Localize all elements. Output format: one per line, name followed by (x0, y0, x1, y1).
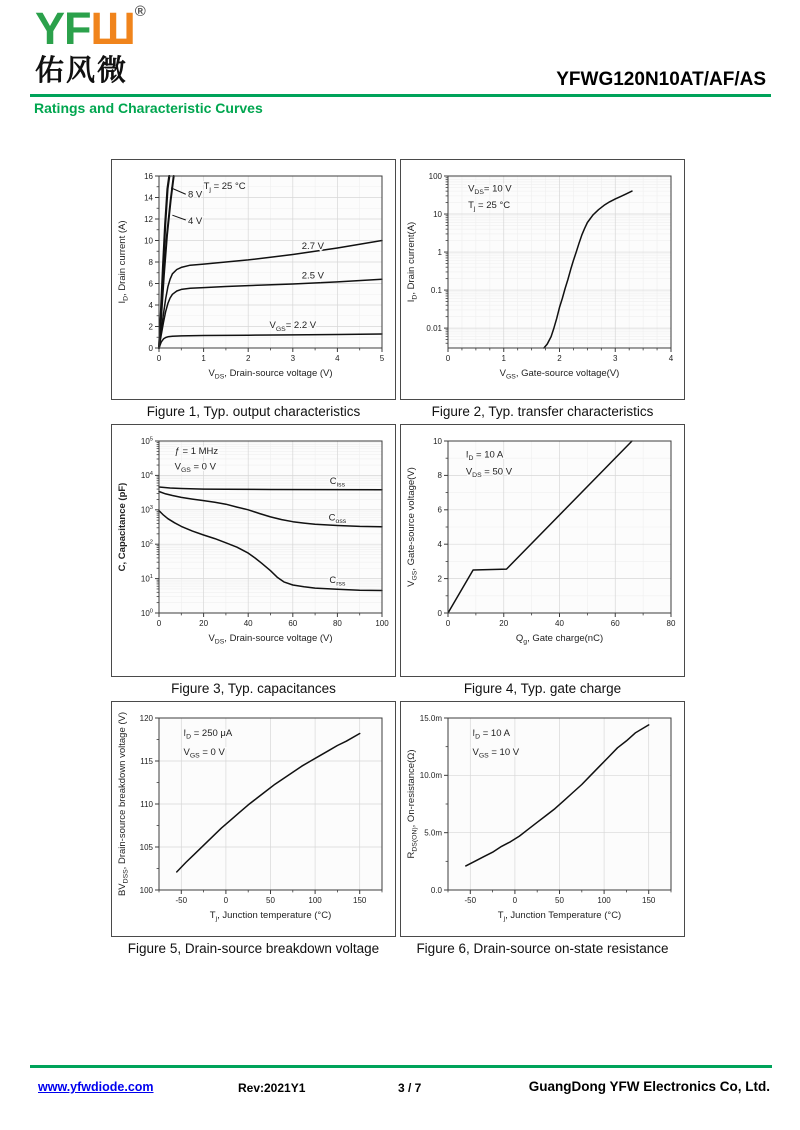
svg-text:8 V: 8 V (187, 189, 202, 201)
svg-text:ID = 10 A: $I_D = 10$ A (472, 728, 510, 741)
part-number: YFWG120N10AT/AF/AS (556, 69, 766, 90)
svg-text:60: 60 (287, 619, 297, 628)
chart-svg (114, 164, 394, 394)
figure3-box (111, 424, 396, 677)
footer-divider (30, 1065, 772, 1068)
svg-text:2: 2 (245, 354, 250, 363)
svg-text:5.0m: 5.0m (423, 828, 442, 838)
chart-svg (403, 706, 683, 936)
svg-text:Tj = 25 °C: $T_j = 25$ °C (467, 199, 510, 213)
svg-text:105: 105 (139, 842, 153, 852)
svg-text:100: 100 (139, 885, 153, 895)
svg-text:VGS = 0 V: $V_{GS} = 0$ V (174, 461, 216, 474)
svg-text:103: $10^3$ (140, 505, 153, 515)
svg-text:VGS= 2.2 V: $V_{GS}= 2.2$ V (269, 320, 316, 333)
svg-text:100: 100 (428, 171, 442, 181)
logo-yf-text: YF (35, 3, 91, 54)
svg-text:105: $10^5$ (140, 436, 153, 446)
figure1-chart (112, 164, 395, 399)
figure5-box (111, 701, 396, 937)
svg-text:2: 2 (437, 574, 442, 584)
svg-text:80: 80 (332, 619, 342, 628)
svg-text:0: 0 (437, 608, 442, 618)
logo-chinese-name: 佑风微 (35, 55, 129, 88)
svg-text:8: 8 (437, 471, 442, 481)
svg-text:ID, Drain current(A): $I_D$, Drain current(A) (405, 221, 419, 303)
revision-label: Rev:2021Y1 (238, 1081, 306, 1095)
svg-text:BVDSS, Drain-source breakdown: $BV_{DSS}$, Drain-source breakdown voltage (V) (116, 711, 130, 897)
svg-text:80: 80 (666, 619, 675, 628)
svg-text:C, Capacitance (pF): C, Capacitance (pF) (116, 482, 128, 572)
chart-svg (403, 164, 683, 394)
chart-svg (114, 706, 394, 936)
figure2-box (400, 159, 685, 400)
figure5-chart (112, 706, 395, 937)
svg-text:0: 0 (512, 896, 517, 905)
svg-text:4 V: 4 V (187, 215, 202, 227)
svg-text:VGS = 0 V: $V_{GS} = 0$ V (183, 746, 225, 760)
svg-text:ID = 250 μA: $I_D = 250$ μA (183, 728, 232, 741)
figure-grid (111, 159, 685, 961)
chart-svg (403, 429, 683, 659)
svg-text:0: 0 (445, 619, 450, 628)
logo-wordmark (35, 4, 146, 52)
svg-text:VDS, Drain-source voltage (V): $V_{DS}$, Drain-source voltage (V) (207, 368, 333, 381)
svg-text:150: 150 (641, 896, 655, 905)
figure6-chart (401, 706, 684, 937)
svg-text:50: 50 (265, 896, 275, 905)
svg-text:ID = 10 A: $I_D = 10$ A (465, 449, 503, 462)
svg-text:0.0: 0.0 (430, 885, 442, 895)
svg-text:0: 0 (223, 896, 228, 905)
svg-text:60: 60 (610, 619, 620, 628)
svg-text:3: 3 (612, 354, 617, 363)
svg-text:12: 12 (143, 214, 153, 224)
svg-text:Coss: $C_{oss}$ (328, 512, 346, 526)
svg-text:ID, Drain current (A): $I_D$, Drain current (A) (116, 220, 130, 304)
figure6-caption: Figure 6, Drain-source on-state resistance (416, 941, 669, 956)
svg-text:2: 2 (148, 322, 153, 332)
svg-text:Crss: $C_{rss}$ (328, 574, 345, 588)
svg-text:ƒ = 1 MHz: ƒ = 1 MHz (174, 445, 218, 457)
svg-text:4: 4 (148, 300, 153, 310)
svg-text:VGS, Gate-source voltage(V): $V_{GS}$, Gate-source voltage(V) (499, 368, 619, 381)
svg-text:0: 0 (156, 619, 161, 628)
svg-text:10: 10 (432, 209, 442, 219)
svg-text:4: 4 (437, 540, 442, 549)
yfw-logo (35, 4, 146, 89)
svg-text:1: 1 (200, 354, 206, 363)
svg-text:20: 20 (498, 619, 508, 628)
figure5-caption: Figure 5, Drain-source breakdown voltage (127, 941, 380, 956)
svg-text:3: 3 (290, 354, 295, 363)
website-link[interactable]: www.yfwdiode.com (38, 1080, 154, 1094)
figure1-box (111, 159, 396, 400)
figure3-chart (112, 429, 395, 664)
svg-text:Tj, Junction temperature (°C): $T_j$, Junction temperature (°C) (209, 910, 331, 923)
header-divider (30, 94, 771, 97)
figure2-chart (401, 164, 684, 399)
svg-text:1: 1 (437, 247, 442, 257)
svg-text:8: 8 (148, 257, 153, 267)
svg-text:10.0m: 10.0m (419, 771, 442, 781)
svg-text:4: 4 (668, 354, 673, 363)
registered-trademark-icon: ® (134, 3, 146, 20)
svg-text:0: 0 (156, 354, 161, 363)
svg-text:Tj, Junction Temperature (°C): $T_j$, Junction Temperature (°C) (497, 910, 621, 923)
svg-text:0.01: 0.01 (425, 323, 442, 333)
svg-text:115: 115 (139, 756, 153, 766)
svg-text:150: 150 (352, 896, 366, 905)
svg-text:-50: -50 (175, 896, 187, 905)
svg-text:6: 6 (148, 279, 153, 289)
svg-text:100: 100 (307, 896, 322, 905)
svg-text:20: 20 (198, 619, 208, 628)
svg-text:4: 4 (334, 354, 340, 363)
svg-text:16: 16 (143, 171, 153, 181)
figure1-caption: Figure 1, Typ. output characteristics (146, 404, 361, 419)
svg-text:101: $10^1$ (140, 574, 153, 584)
svg-text:40: 40 (243, 619, 253, 628)
figure3-caption: Figure 3, Typ. capacitances (171, 681, 336, 696)
svg-text:110: 110 (139, 799, 153, 809)
logo-w-icon: Ш (90, 3, 135, 54)
svg-text:6: 6 (437, 505, 442, 515)
svg-text:VGS = 10 V: $V_{GS} = 10$ V (472, 746, 519, 760)
svg-text:1: 1 (501, 354, 506, 363)
svg-text:5: 5 (379, 354, 384, 363)
svg-text:VDS = 50 V: $V_{DS} = 50$ V (465, 466, 512, 480)
chart-svg (114, 429, 394, 659)
figure4-caption: Figure 4, Typ. gate charge (463, 681, 622, 696)
company-name: GuangDong YFW Electronics Co, Ltd. (528, 1079, 770, 1094)
figure4-chart (401, 429, 684, 664)
svg-text:10: 10 (432, 436, 442, 446)
svg-text:40: 40 (554, 619, 564, 628)
svg-text:Qg, Gate charge(nC): $Q_g$, Gate charge(nC) (515, 633, 603, 646)
svg-text:100: 100 (596, 896, 611, 905)
svg-text:0.1: 0.1 (430, 285, 442, 295)
svg-text:2.7 V: 2.7 V (301, 241, 324, 253)
svg-text:15.0m: 15.0m (419, 713, 442, 723)
svg-text:102: $10^2$ (140, 539, 153, 549)
svg-text:100: 100 (374, 619, 389, 628)
svg-text:10: 10 (143, 236, 153, 246)
svg-text:RDS(ON), On-resistance(Ω): $R_{DS(ON)}$, On-resistance(Ω) (405, 749, 419, 859)
svg-text:2: 2 (556, 354, 562, 363)
svg-text:0: 0 (148, 343, 153, 353)
page-number: 3 / 7 (398, 1081, 422, 1095)
svg-text:Tj = 25 °C: $T_j = 25$ °C (203, 180, 246, 194)
svg-text:-50: -50 (464, 896, 476, 905)
svg-text:VDS, Drain-source voltage (V): $V_{DS}$, Drain-source voltage (V) (207, 633, 333, 646)
svg-text:100: $10^0$ (140, 608, 153, 618)
svg-text:14: 14 (143, 193, 153, 203)
svg-text:104: $10^4$ (140, 470, 153, 481)
svg-text:Ciss: $C_{iss}$ (329, 476, 345, 489)
figure2-caption: Figure 2, Typ. transfer characteristics (431, 404, 654, 419)
svg-text:0: 0 (445, 354, 450, 363)
section-title: Ratings and Characteristic Curves (34, 100, 263, 116)
figure4-box (400, 424, 685, 677)
figure6-box (400, 701, 685, 937)
svg-text:VGS, Gate-source voltage(V): $V_{GS}$, Gate-source voltage(V) (405, 467, 419, 587)
svg-text:VDS= 10 V: $V_{DS}= 10$ V (467, 183, 512, 197)
svg-text:2.5 V: 2.5 V (301, 270, 324, 282)
svg-text:50: 50 (554, 896, 564, 905)
svg-text:120: 120 (139, 713, 153, 723)
